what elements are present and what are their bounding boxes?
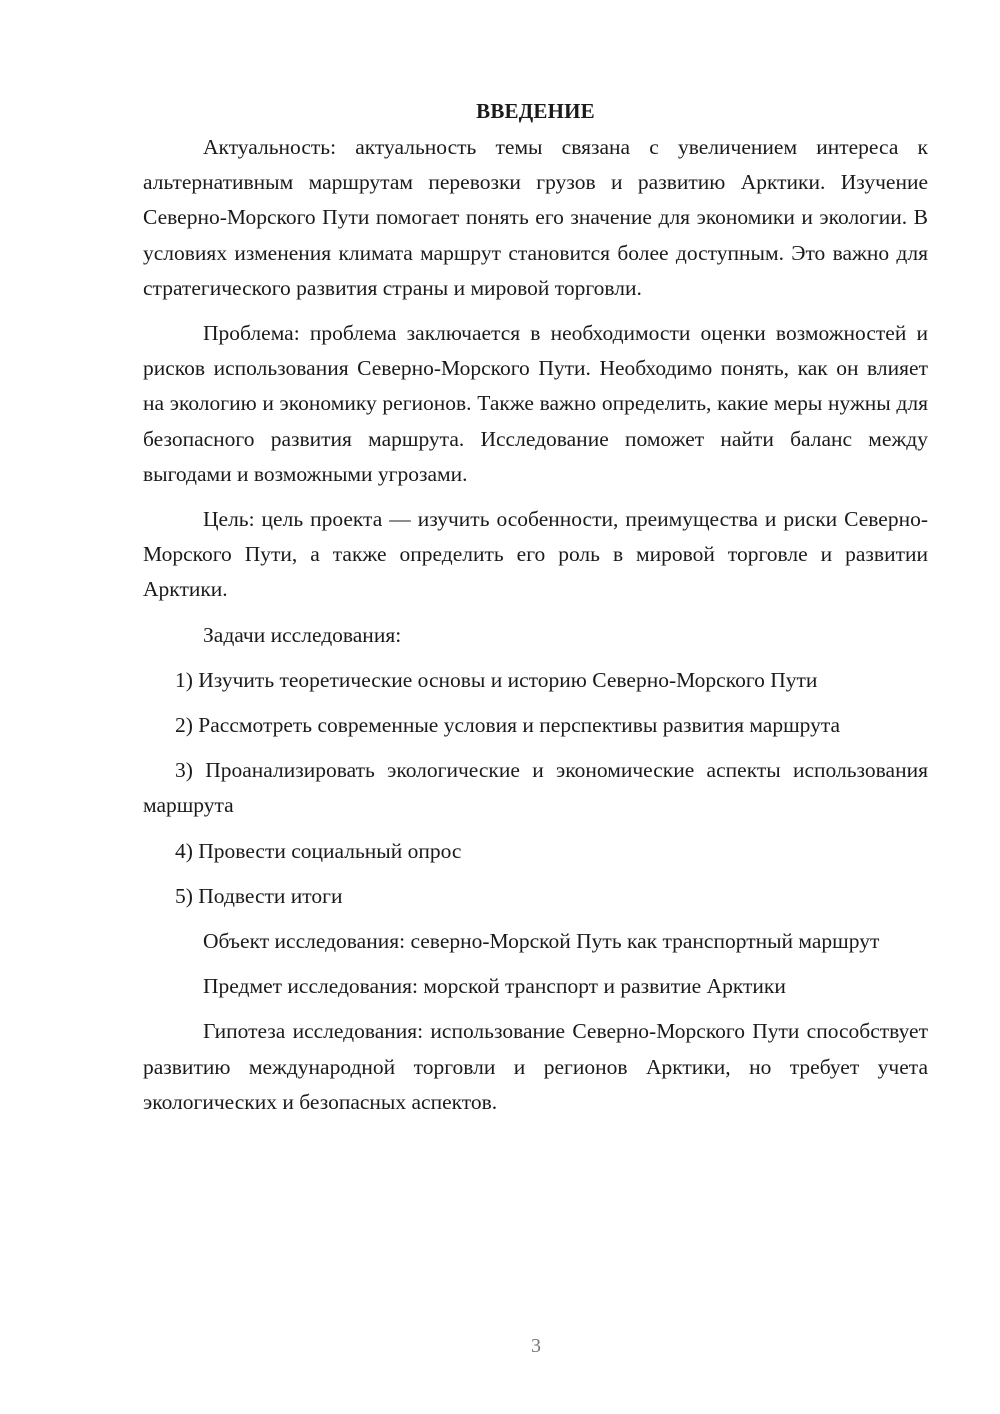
page-number: 3 xyxy=(531,1335,541,1357)
paragraph-tasks-title: Задачи исследования: xyxy=(203,622,402,647)
paragraph-relevance: Актуальность: актуальность темы связана с увеличением интереса к альтернативным маршрутам перевозки грузов и развитию Арктики. Изучение Северно-Морского Пути помогает понять его значение для экономики и экологии. В условиях изменения климата маршрут становится более доступным. Это важно для стратегического развития страны и мировой торговли. xyxy=(143,135,928,300)
task-item-4: 4) Провести социальный опрос xyxy=(175,838,462,863)
page-content xyxy=(143,96,928,1130)
task-item-5: 5) Подвести итоги xyxy=(175,883,343,908)
paragraph-hypothesis: Гипотеза исследования: использование Северно-Морского Пути способствует развитию международной торговли и регионов Арктики, но требует учета экологических и безопасных аспектов. xyxy=(143,1019,928,1114)
task-item-1: 1) Изучить теоретические основы и историю Северно-Морского Пути xyxy=(175,667,818,692)
paragraph-subject: Предмет исследования: морской транспорт и развитие Арктики xyxy=(203,974,786,999)
paragraph-goal: Цель: цель проекта — изучить особенности, преимущества и риски Северно-Морского Пути, а также определить его роль в мировой торговле и развитии Арктики. xyxy=(143,507,928,602)
paragraph-object: Объект исследования: северно-Морской Путь как транспортный маршрут xyxy=(203,929,880,954)
task-item-2: 2) Рассмотреть современные условия и перспективы развития маршрута xyxy=(175,713,841,738)
paragraph-problem: Проблема: проблема заключается в необходимости оценки возможностей и рисков использования Северно-Морского Пути. Необходимо понять, как он влияет на экологию и экономику регионов. Также важно определить, какие меры нужны для безопасного развития маршрута. Исследование поможет найти баланс между выгодами и возможными угрозами. xyxy=(143,321,928,486)
section-heading: ВВЕДЕНИЕ xyxy=(476,99,595,123)
task-item-3: 3) Проанализировать экологические и экономические аспекты использования маршрута xyxy=(143,758,928,818)
